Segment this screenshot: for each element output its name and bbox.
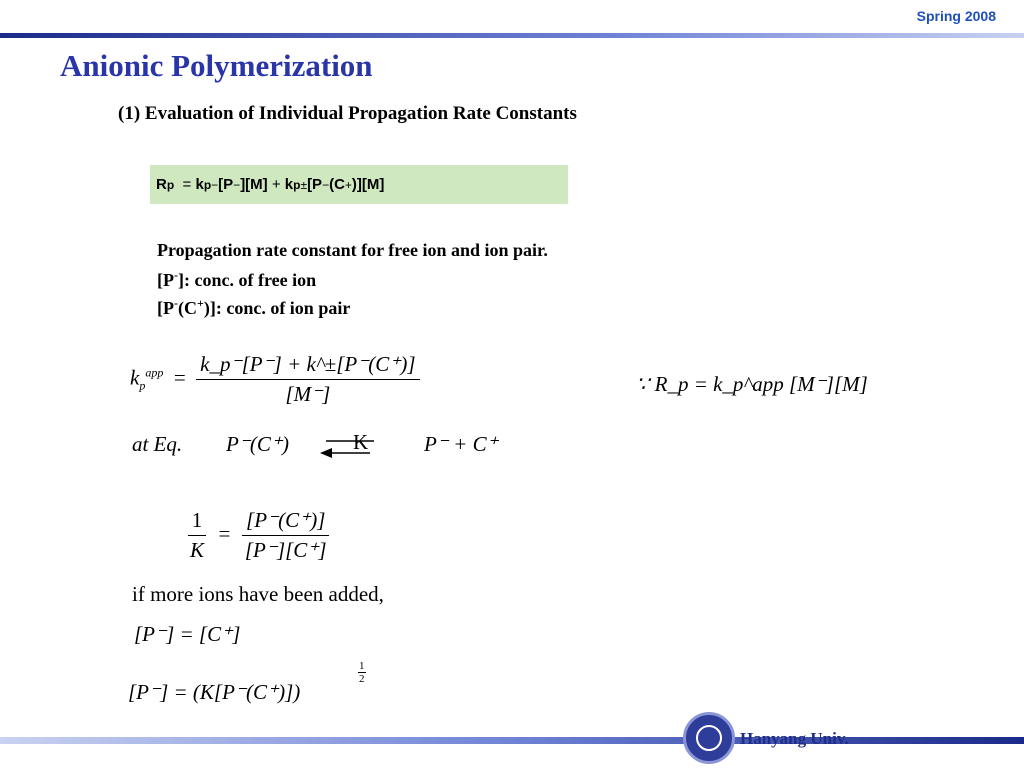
description-line-1: Propagation rate constant for free ion and ion pair. (157, 240, 548, 260)
kapp-equation: $k_p^{app}$ = $\frac{k\_p^-[P^-] + k\^{}\pm[P^-(C^+)]}{[M^-]}$ (130, 352, 420, 407)
bottom-divider (0, 737, 1024, 744)
top-divider (0, 33, 1024, 38)
slide-subtitle: (1) Evaluation of Individual Propagation Rate Constants (118, 103, 577, 124)
rp-symbol: R (156, 176, 167, 193)
description-line-2: [P-]: conc. of free ion (157, 268, 317, 290)
university-seal-icon (683, 712, 735, 764)
because-rp-equation: ∵ R_p = k_p^app [M⁻][M] (636, 372, 868, 396)
slide-title: Anionic Polymerization (60, 48, 373, 83)
equilibrium-arrows-icon (318, 434, 378, 460)
inverse-k-equation: $\frac{1}{K}$ = $\frac{[P^-(C^+)]}{[P^-][C^+]}$ (186, 508, 331, 563)
equal-concentration-equation: [P⁻] = [C⁺] (134, 622, 241, 646)
result-equation: [P⁻] = (K[P⁻(C⁺)]) (128, 680, 301, 704)
condition-text: if more ions have been added, (132, 582, 384, 606)
equilibrium-ion-pair: P⁻(C⁺) (226, 432, 289, 456)
result-exponent: 1 2 (359, 660, 365, 685)
equilibrium-constant-k: K (353, 430, 369, 454)
university-name: Hanyang Univ. (740, 729, 849, 748)
term-label: Spring 2008 (916, 8, 996, 24)
equilibrium-at-label: at Eq. (132, 432, 183, 456)
equilibrium-free-ions: P⁻ + C⁺ (424, 432, 498, 456)
description-line-3: [P-(C+)]: conc. of ion pair (157, 296, 351, 318)
kapp-fraction: $\frac{k\_p^-[P^-] + k\^{}\pm[P^-(C^+)]}{[M^-]}$ (196, 352, 419, 407)
rate-equation-box: R p = k p − [P − ][M] + k p ± [P − (C + )][M] (150, 165, 568, 204)
